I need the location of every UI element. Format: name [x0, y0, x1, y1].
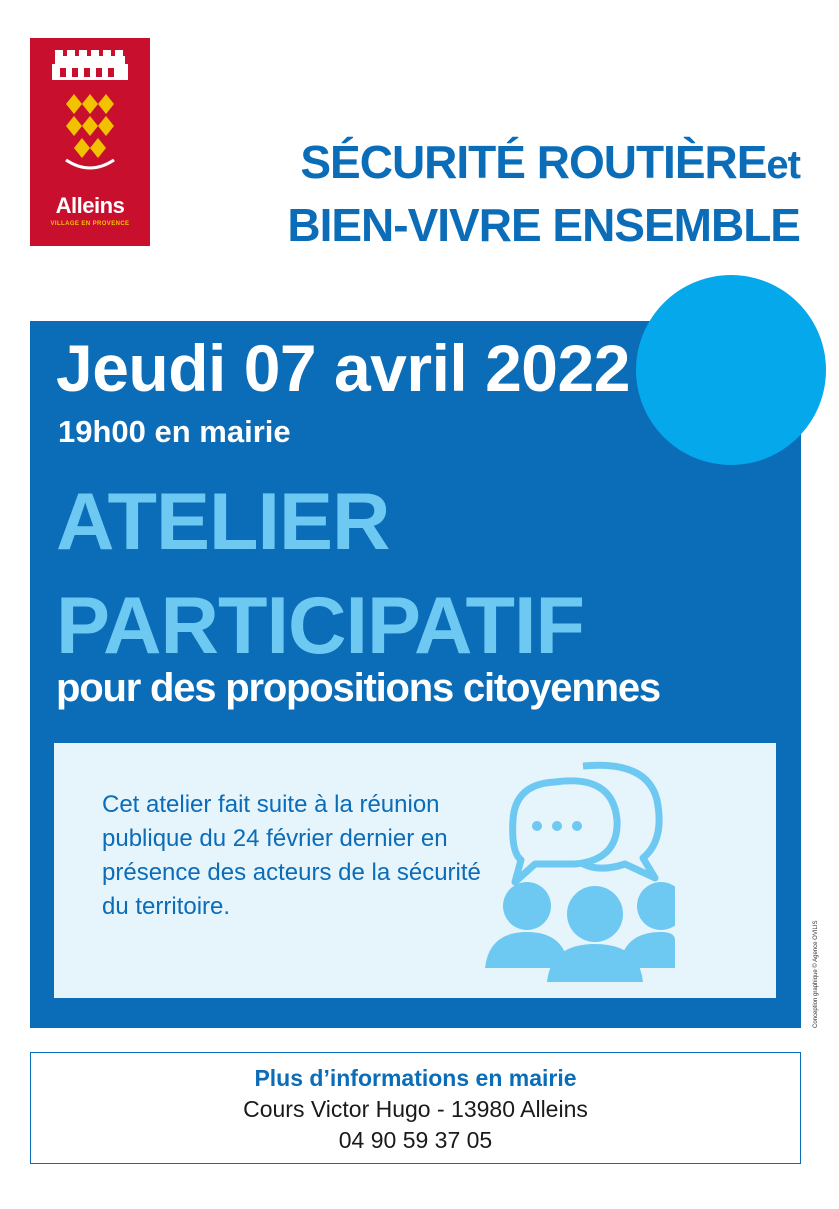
- decorative-circle: [636, 275, 826, 465]
- event-time: 19h00 en mairie: [58, 414, 291, 449]
- event-date: Jeudi 07 avril 2022: [56, 331, 630, 405]
- info-text: Cet atelier fait suite à la réunion publique du 24 février dernier en présence des acteurs de la sécurité du territoire.: [102, 791, 481, 920]
- logo-name: Alleins: [55, 193, 125, 218]
- contact-title: Plus d’informations en mairie: [254, 1065, 577, 1091]
- logo-tagline: VILLAGE EN PROVENCE: [50, 221, 130, 227]
- event-heading: [56, 470, 584, 678]
- people-discussion-icon: [475, 760, 675, 985]
- contact-address: Cours Victor Hugo - 13980 Alleins: [243, 1096, 588, 1122]
- heading-line-1: ATELIER: [56, 477, 390, 567]
- event-subtitle: pour des propositions citoyennes: [56, 666, 660, 710]
- contact-box: [30, 1052, 801, 1164]
- alleins-logo: [30, 38, 150, 246]
- heading-line-2: PARTICIPATIF: [56, 581, 584, 671]
- title-line-1: SÉCURITÉ ROUTIÈRE: [300, 136, 767, 188]
- contact-phone: 04 90 59 37 05: [338, 1127, 493, 1153]
- page-title: [200, 132, 800, 255]
- title-et: et: [766, 143, 800, 187]
- design-credit: Conception graphique © Agence OVILIS: [813, 920, 819, 1028]
- title-line-2: BIEN-VIVRE ENSEMBLE: [287, 199, 800, 251]
- coat-of-arms-icon: [30, 38, 150, 188]
